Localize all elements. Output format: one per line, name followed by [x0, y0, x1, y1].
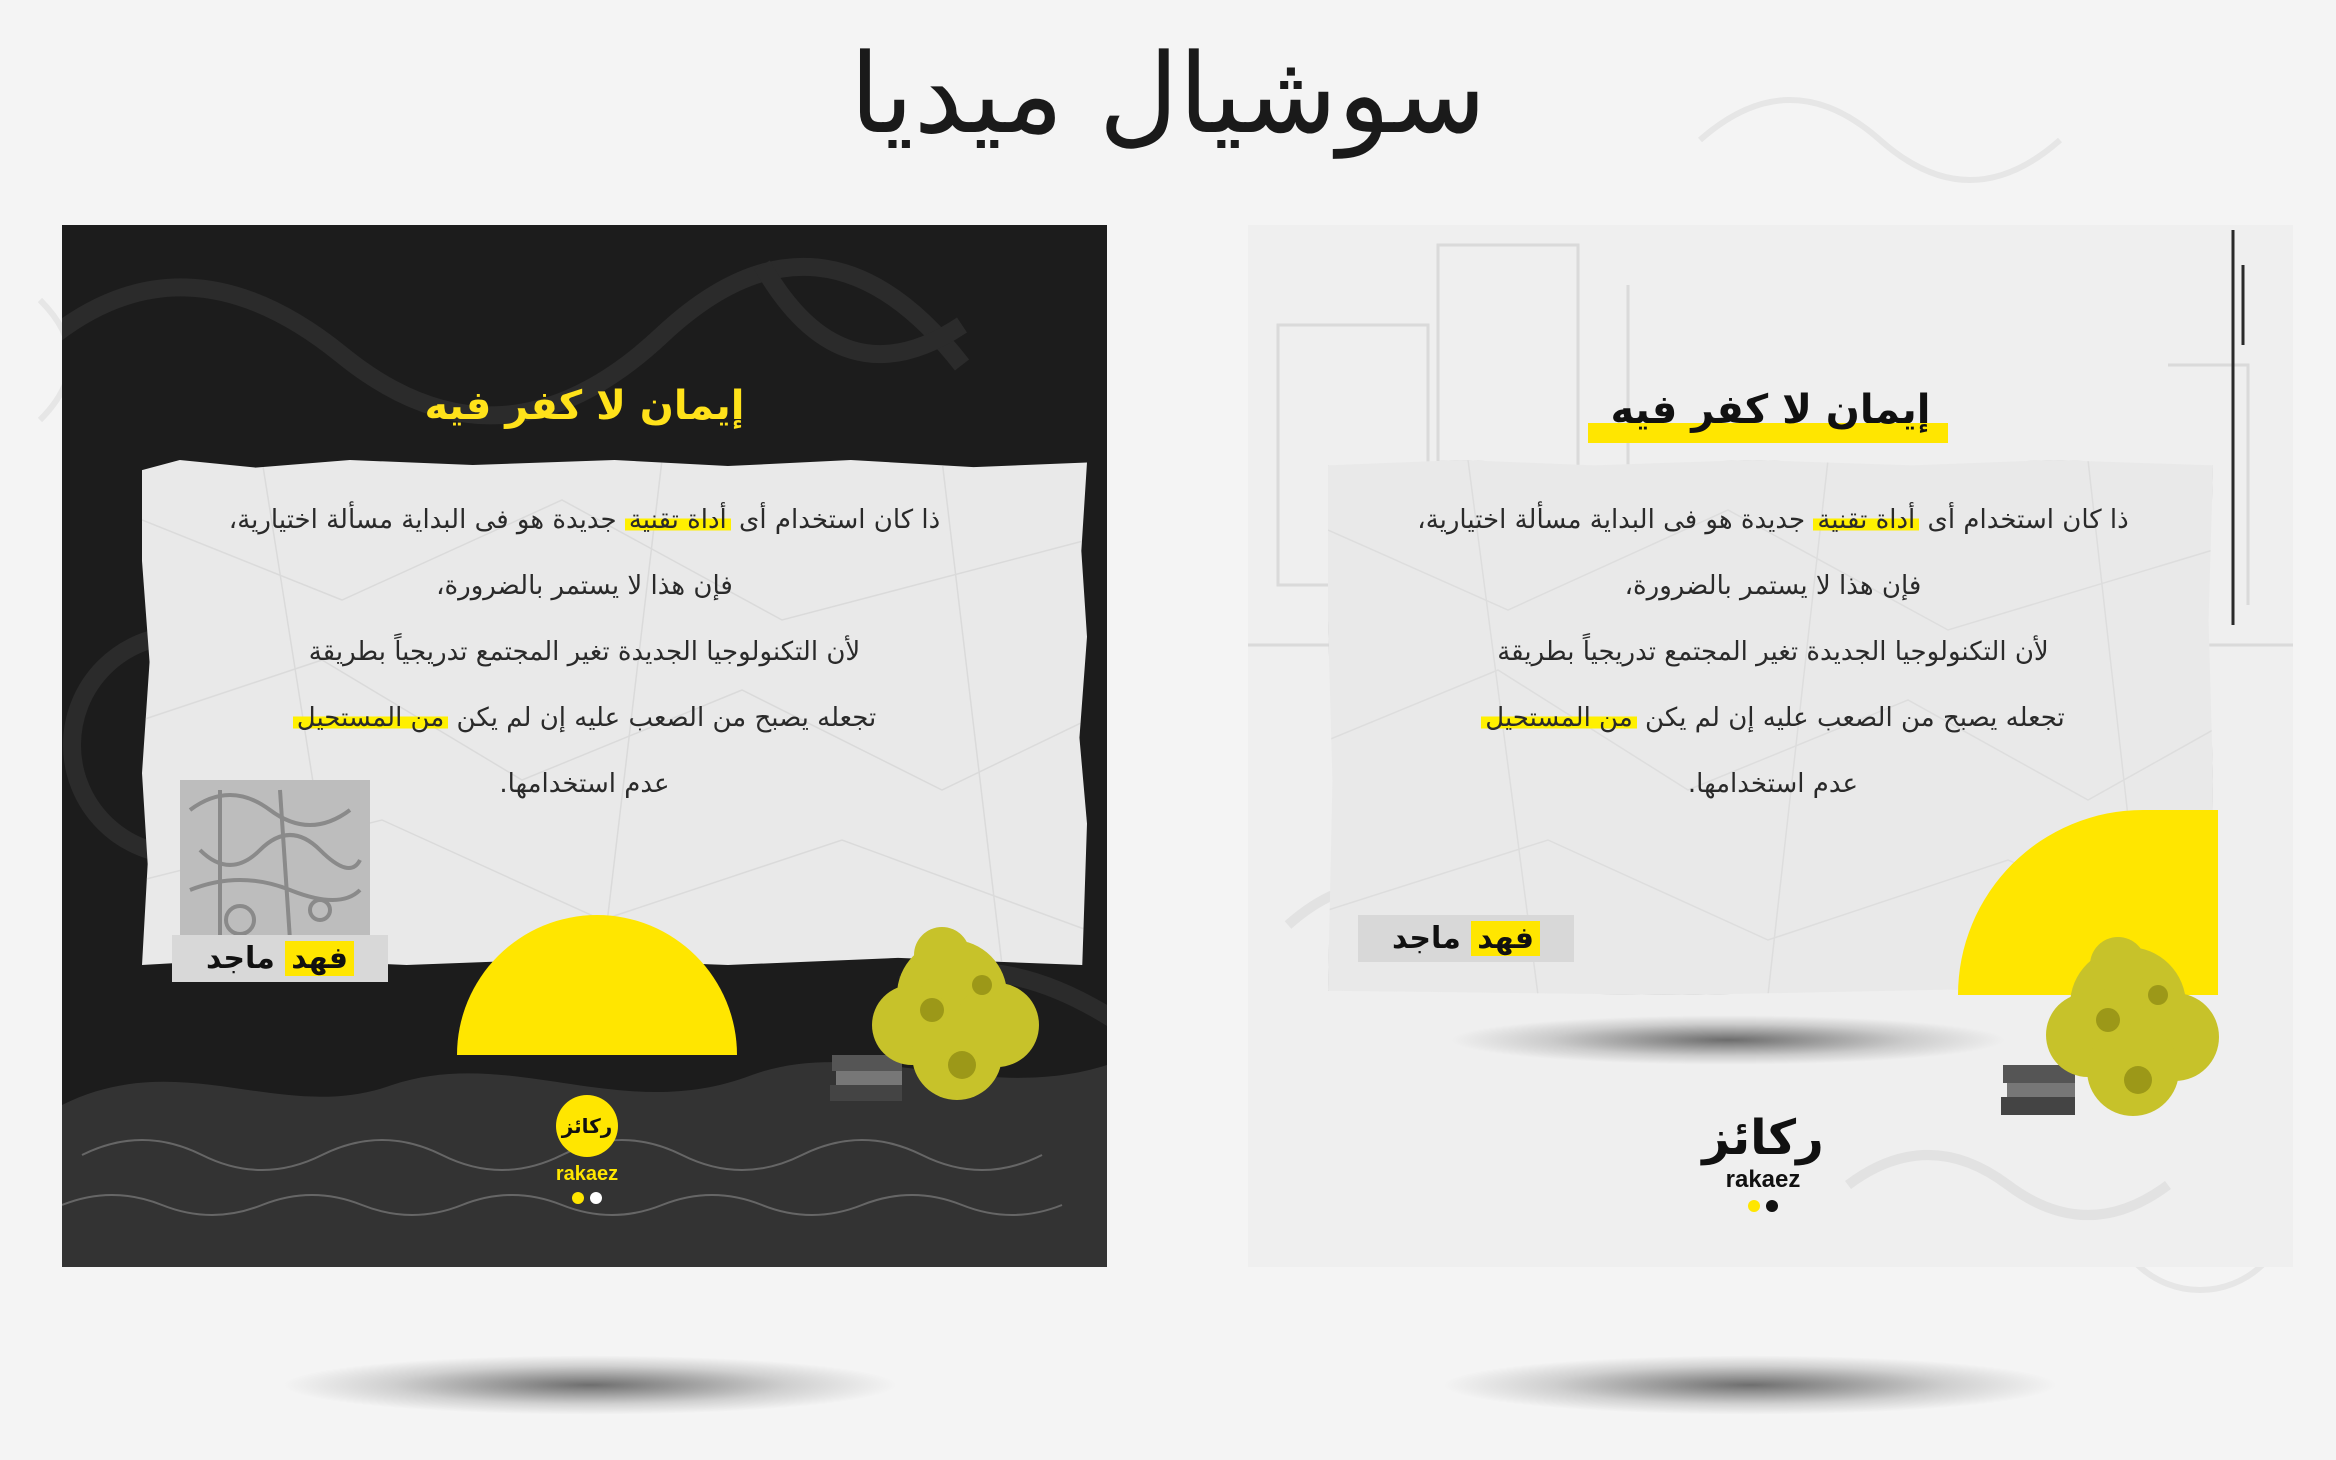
body-line-3: لأن التكنولوجيا الجديدة تغير المجتمع تدريجياً بطريقة [1497, 637, 2049, 667]
body-line-2: فإن هذا لا يستمر بالضرورة، [436, 571, 733, 601]
body-line-4a: تجعله يصبح من الصعب عليه إن لم يكن [1636, 703, 2065, 733]
body-highlight-2: من المستحيل [293, 703, 449, 733]
logo-dot-yellow [1748, 1200, 1760, 1212]
logo-dot-white [590, 1192, 602, 1204]
page-title: سوشيال ميديا [849, 30, 1487, 158]
post-body [1328, 487, 2218, 817]
logo-arabic-text: ركائز [561, 1114, 613, 1138]
logo-latin-text: rakaez [1725, 1166, 1801, 1193]
body-line-1b: جديدة هو فى البداية مسألة اختيارية، [1417, 505, 1814, 535]
body-highlight-1: أداة تقنية [625, 505, 731, 535]
author-first-name: فهد [1471, 921, 1540, 956]
body-line-3: لأن التكنولوجيا الجديدة تغير المجتمع تدريجياً بطريقة [308, 637, 861, 667]
logo-arabic-text: ركائز [1702, 1110, 1824, 1166]
body-line-4a: تجعله يصبح من الصعب عليه إن لم يكن [448, 703, 877, 733]
author-last-name: ماجد [206, 941, 275, 976]
author-last-name: ماجد [1392, 921, 1461, 956]
body-line-2: فإن هذا لا يستمر بالضرورة، [1624, 571, 1922, 601]
plant-books-illustration [822, 915, 1052, 1125]
body-highlight-1: أداة تقنية [1813, 505, 1919, 535]
logo-latin-text: rakaez [555, 1163, 619, 1185]
brand-logo [532, 1095, 642, 1204]
author-first-name: فهد [285, 941, 354, 976]
logo-dots [532, 1192, 642, 1204]
body-line-1a: ذا كان استخدام أى [730, 505, 941, 535]
body-highlight-2: من المستحيل [1481, 703, 1637, 733]
post-body [62, 487, 1107, 817]
body-line-1a: ذا كان استخدام أى [1919, 505, 2129, 535]
left-floor-shadow [280, 1355, 900, 1415]
author-tag [172, 935, 388, 982]
body-line-1b: جديدة هو فى البداية مسألة اختيارية، [228, 505, 625, 535]
paper-shadow [1448, 1015, 2008, 1065]
logo-dots [1668, 1200, 1858, 1212]
right-floor-shadow [1440, 1355, 2060, 1415]
author-tag [1358, 915, 1574, 962]
logo-dot-yellow [572, 1192, 584, 1204]
post-dark [62, 225, 1107, 1267]
brand-logo [1668, 1110, 1858, 1212]
logo-badge [556, 1095, 618, 1157]
post-light [1248, 225, 2293, 1267]
plant-books-illustration [1993, 925, 2233, 1145]
logo-dot-black [1766, 1200, 1778, 1212]
body-line-5: عدم استخدامها. [1687, 769, 1859, 799]
body-line-5: عدم استخدامها. [499, 769, 670, 799]
post-heading: إيمان لا كفر فيه [424, 383, 745, 429]
post-heading: إيمان لا كفر فيه [1610, 387, 1931, 433]
